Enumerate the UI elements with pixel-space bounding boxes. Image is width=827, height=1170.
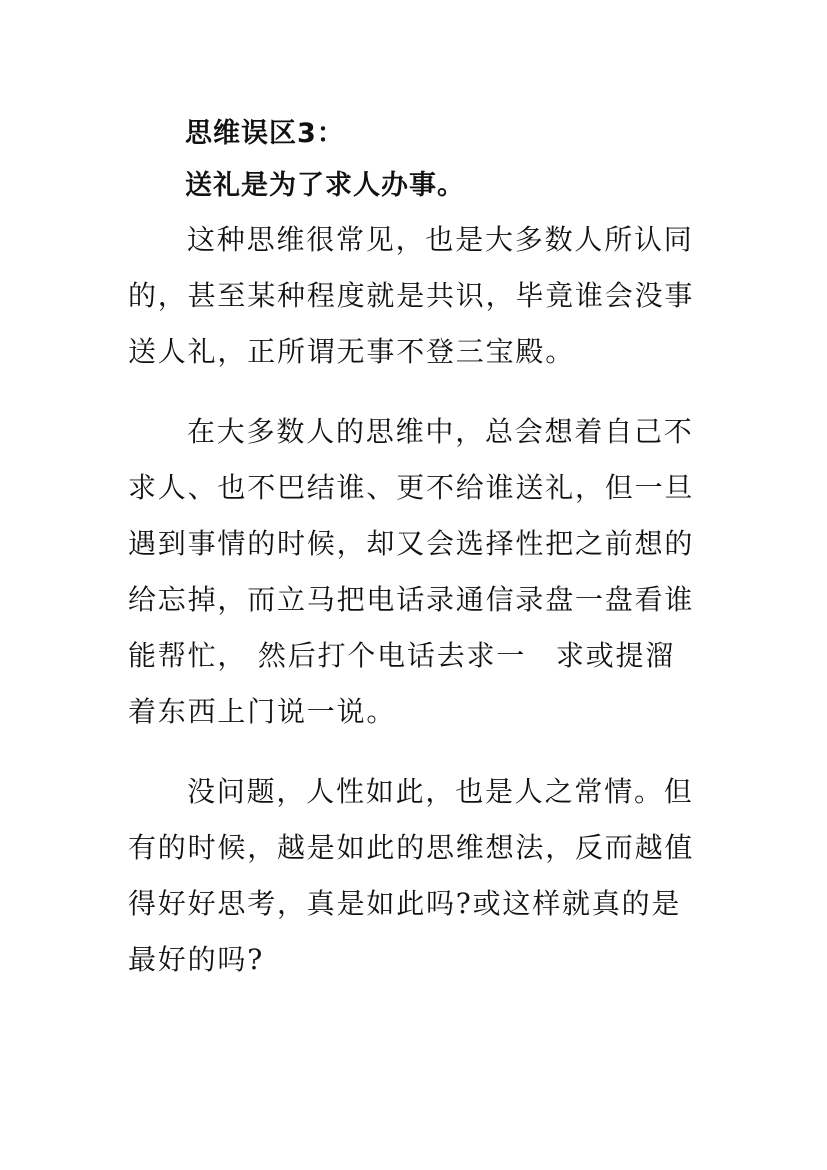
paragraph-line: 着东西上门说一说。 bbox=[128, 695, 397, 728]
paragraph-line: 的，甚至某种程度就是共识，毕竟谁会没事 bbox=[128, 279, 695, 312]
paragraph-line: 求人、也不巴结谁、更不给谁送礼，但一旦 bbox=[128, 471, 695, 504]
paragraph-line: 给忘掉，而立马把电话录通信录盘一盘看谁 bbox=[128, 583, 695, 616]
paragraph-2 bbox=[128, 404, 703, 740]
section-subheading: 送礼是为了求人办事。 bbox=[185, 170, 465, 201]
paragraph-line: 最好的吗? bbox=[128, 943, 265, 976]
paragraph-line: 遇到事情的时候，却又会选择性把之前想的 bbox=[128, 527, 695, 560]
paragraph-line: 有的时候，越是如此的思维想法，反而越值 bbox=[128, 831, 695, 864]
paragraph-line: 在大多数人的思维中，总会想着自己不 bbox=[187, 415, 694, 448]
paragraph-line: 这种思维很常见，也是大多数人所认同 bbox=[187, 223, 694, 256]
paragraph-line: 能帮忙， 然后打个电话去求一 求或提溜 bbox=[128, 639, 676, 672]
paragraph-line: 得好好思考，真是如此吗?或这样就真的是 bbox=[128, 887, 682, 920]
paragraph-3 bbox=[128, 764, 703, 988]
document-body bbox=[128, 108, 703, 988]
paragraph-spacer bbox=[128, 740, 703, 764]
paragraph-line: 没问题，人性如此，也是人之常情。但 bbox=[187, 775, 694, 808]
paragraph-line: 送人礼，正所谓无事不登三宝殿。 bbox=[128, 335, 576, 368]
section-heading: 思维误区3： bbox=[185, 118, 345, 149]
paragraph-1 bbox=[128, 212, 703, 380]
paragraph-spacer bbox=[128, 380, 703, 404]
